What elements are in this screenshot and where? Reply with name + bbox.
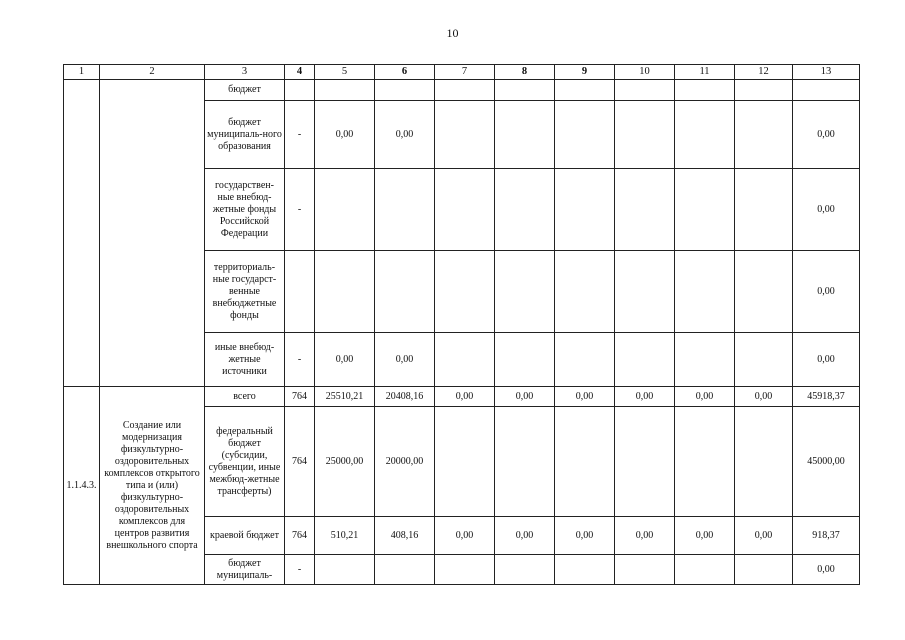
value-cell [735, 251, 793, 333]
item-code: 1.1.4.3. [64, 387, 100, 585]
value-cell [615, 169, 675, 251]
value-cell: 0,00 [375, 333, 435, 387]
code-cell [64, 80, 100, 387]
value-cell [793, 80, 860, 101]
value-cell: 0,00 [735, 387, 793, 407]
value-cell: 0,00 [793, 555, 860, 585]
value-cell [615, 407, 675, 517]
source-cell: иные внебюд-жетные источники [205, 333, 285, 387]
source-cell: всего [205, 387, 285, 407]
column-header: 13 [793, 65, 860, 80]
value-cell [495, 407, 555, 517]
column-header: 6 [375, 65, 435, 80]
value-cell [435, 407, 495, 517]
value-cell [375, 169, 435, 251]
value-cell [435, 251, 495, 333]
value-cell: 0,00 [793, 169, 860, 251]
value-cell [735, 555, 793, 585]
value-cell [315, 169, 375, 251]
value-cell: 20000,00 [375, 407, 435, 517]
table-row [64, 80, 860, 101]
value-cell [285, 251, 315, 333]
value-cell: 0,00 [375, 101, 435, 169]
source-cell: бюджет [205, 80, 285, 101]
column-header: 12 [735, 65, 793, 80]
value-cell: 0,00 [315, 101, 375, 169]
value-cell [495, 251, 555, 333]
value-cell: 0,00 [495, 517, 555, 555]
value-cell [615, 251, 675, 333]
value-cell [315, 251, 375, 333]
value-cell: 0,00 [793, 251, 860, 333]
value-cell [375, 251, 435, 333]
source-cell: федеральный бюджет (субсидии, субвенции, иные межбюд-жетные трансферты) [205, 407, 285, 517]
header-row [64, 65, 860, 80]
column-header: 10 [615, 65, 675, 80]
value-cell [615, 333, 675, 387]
value-cell: 0,00 [435, 517, 495, 555]
item-name: Создание или модернизация физкультурно-оздоровительных комплексов открытого типа и (или) физкультурно-оздоровительных комплексов для центров развития внешкольного спорта [100, 387, 205, 585]
source-cell: государствен-ные внебюд-жетные фонды Российской Федерации [205, 169, 285, 251]
value-cell [615, 101, 675, 169]
value-cell [675, 251, 735, 333]
value-cell [315, 555, 375, 585]
value-cell [555, 80, 615, 101]
value-cell: 0,00 [555, 517, 615, 555]
value-cell [495, 555, 555, 585]
value-cell [435, 333, 495, 387]
value-cell [555, 333, 615, 387]
value-cell [495, 333, 555, 387]
column-header: 5 [315, 65, 375, 80]
value-cell: 45000,00 [793, 407, 860, 517]
value-cell [735, 169, 793, 251]
column-header: 9 [555, 65, 615, 80]
value-cell [495, 101, 555, 169]
name-cell [100, 80, 205, 387]
value-cell: 0,00 [615, 517, 675, 555]
value-cell [735, 407, 793, 517]
value-cell: 510,21 [315, 517, 375, 555]
source-cell: краевой бюджет [205, 517, 285, 555]
value-cell [555, 101, 615, 169]
source-cell: территориаль-ные государст-венные внебюджетные фонды [205, 251, 285, 333]
value-cell: 0,00 [555, 387, 615, 407]
value-cell: 764 [285, 407, 315, 517]
value-cell: 0,00 [615, 387, 675, 407]
value-cell: - [285, 333, 315, 387]
value-cell [555, 169, 615, 251]
value-cell [375, 555, 435, 585]
value-cell: 764 [285, 387, 315, 407]
source-cell: бюджет муниципаль- [205, 555, 285, 585]
page-number: 10 [446, 26, 459, 40]
column-header: 1 [64, 65, 100, 80]
value-cell: - [285, 169, 315, 251]
column-header: 7 [435, 65, 495, 80]
value-cell: 764 [285, 517, 315, 555]
value-cell [285, 80, 315, 101]
value-cell [435, 169, 495, 251]
value-cell [735, 80, 793, 101]
value-cell [555, 251, 615, 333]
value-cell [675, 555, 735, 585]
value-cell [435, 101, 495, 169]
value-cell [555, 407, 615, 517]
value-cell: 0,00 [793, 101, 860, 169]
value-cell: 918,37 [793, 517, 860, 555]
column-header: 3 [205, 65, 285, 80]
value-cell [555, 555, 615, 585]
value-cell [375, 80, 435, 101]
value-cell: 25510,21 [315, 387, 375, 407]
value-cell [495, 80, 555, 101]
value-cell [675, 407, 735, 517]
value-cell: 408,16 [375, 517, 435, 555]
value-cell: 0,00 [793, 333, 860, 387]
value-cell [675, 80, 735, 101]
value-cell [675, 333, 735, 387]
column-header: 8 [495, 65, 555, 80]
value-cell [495, 169, 555, 251]
value-cell: 45918,37 [793, 387, 860, 407]
value-cell [735, 333, 793, 387]
value-cell [615, 80, 675, 101]
value-cell [315, 80, 375, 101]
value-cell [675, 169, 735, 251]
value-cell [675, 101, 735, 169]
value-cell [735, 101, 793, 169]
value-cell: 0,00 [735, 517, 793, 555]
value-cell: - [285, 555, 315, 585]
column-header: 2 [100, 65, 205, 80]
value-cell: 0,00 [675, 387, 735, 407]
value-cell: 0,00 [315, 333, 375, 387]
table-row [64, 387, 860, 407]
value-cell: 0,00 [495, 387, 555, 407]
column-header: 11 [675, 65, 735, 80]
value-cell: 20408,16 [375, 387, 435, 407]
value-cell: 0,00 [675, 517, 735, 555]
value-cell [435, 555, 495, 585]
value-cell [435, 80, 495, 101]
budget-table [63, 64, 860, 585]
value-cell [615, 555, 675, 585]
value-cell: - [285, 101, 315, 169]
source-cell: бюджет муниципаль-ного образования [205, 101, 285, 169]
column-header: 4 [285, 65, 315, 80]
value-cell: 0,00 [435, 387, 495, 407]
value-cell: 25000,00 [315, 407, 375, 517]
